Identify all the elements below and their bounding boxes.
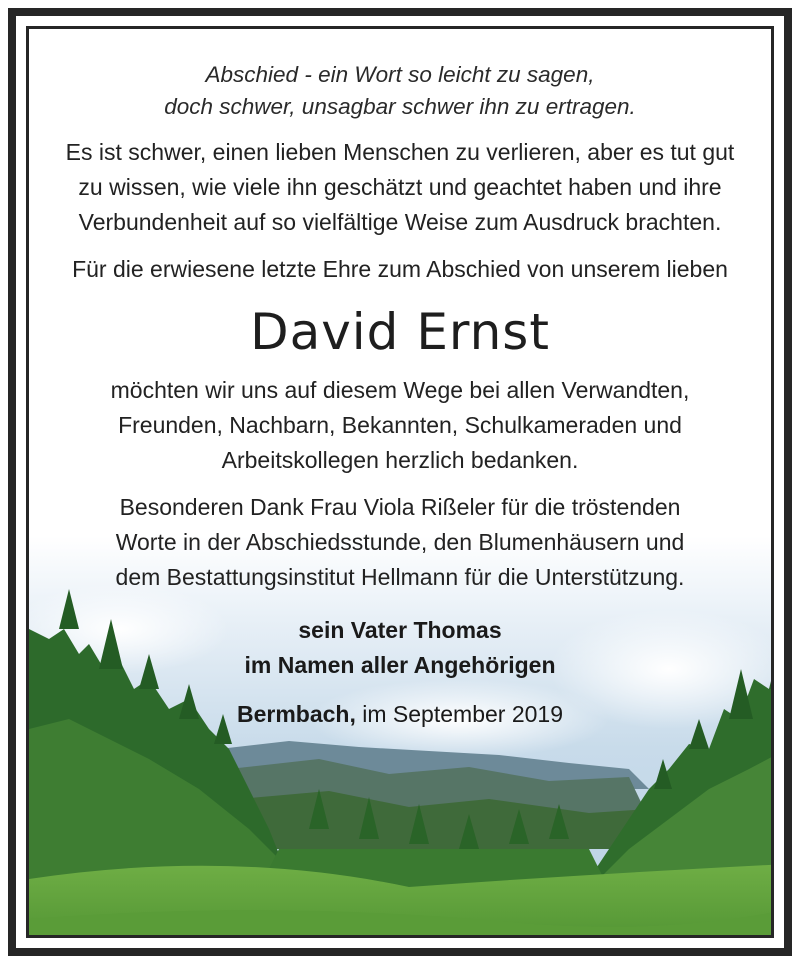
paragraph-line: möchten wir uns auf diesem Wege bei allen Verwandten, [110,377,690,403]
thanks-paragraph [40,135,760,240]
obituary-text [29,29,771,731]
paragraph-line: dem Bestattungsinstitut Hellmann für die Unterstützung. [115,564,685,590]
paragraph-line: Worte in der Abschiedsstunde, den Blumenhäusern und [115,529,685,555]
verse-line: doch schwer, unsagbar schwer ihn zu ertragen. [164,94,636,119]
deceased-name: David Ernst [250,303,550,361]
place-and-date [29,697,771,731]
date-text: im September 2019 [355,701,563,727]
paragraph-line: zu wissen, wie viele ihn geschätzt und geachtet haben und ihre [78,174,722,200]
verse [29,59,771,123]
paragraph-line: Verbundenheit auf so vielfältige Weise zum Ausdruck brachten. [78,209,722,235]
signer-line: sein Vater Thomas [298,617,502,643]
paragraph-line: Besonderen Dank Frau Viola Rißeler für die tröstenden [119,494,681,520]
paragraph-line: Freunden, Nachbarn, Bekannten, Schulkameraden und [118,412,682,438]
paragraph-line: Arbeitskollegen herzlich bedanken. [221,447,579,473]
obituary-card [8,8,792,956]
verse-line: Abschied - ein Wort so leicht zu sagen, [205,62,595,87]
paragraph-line: Es ist schwer, einen lieben Menschen zu verlieren, aber es tut gut [65,139,735,165]
special-thanks-paragraph [50,490,750,595]
signers [29,613,771,683]
place-name: Bermbach, [237,701,356,727]
signer-line: im Namen aller Angehörigen [244,652,556,678]
intro-line: Für die erwiesene letzte Ehre zum Abschied von unserem lieben [72,256,728,282]
thanks-recipients-paragraph [50,373,750,478]
